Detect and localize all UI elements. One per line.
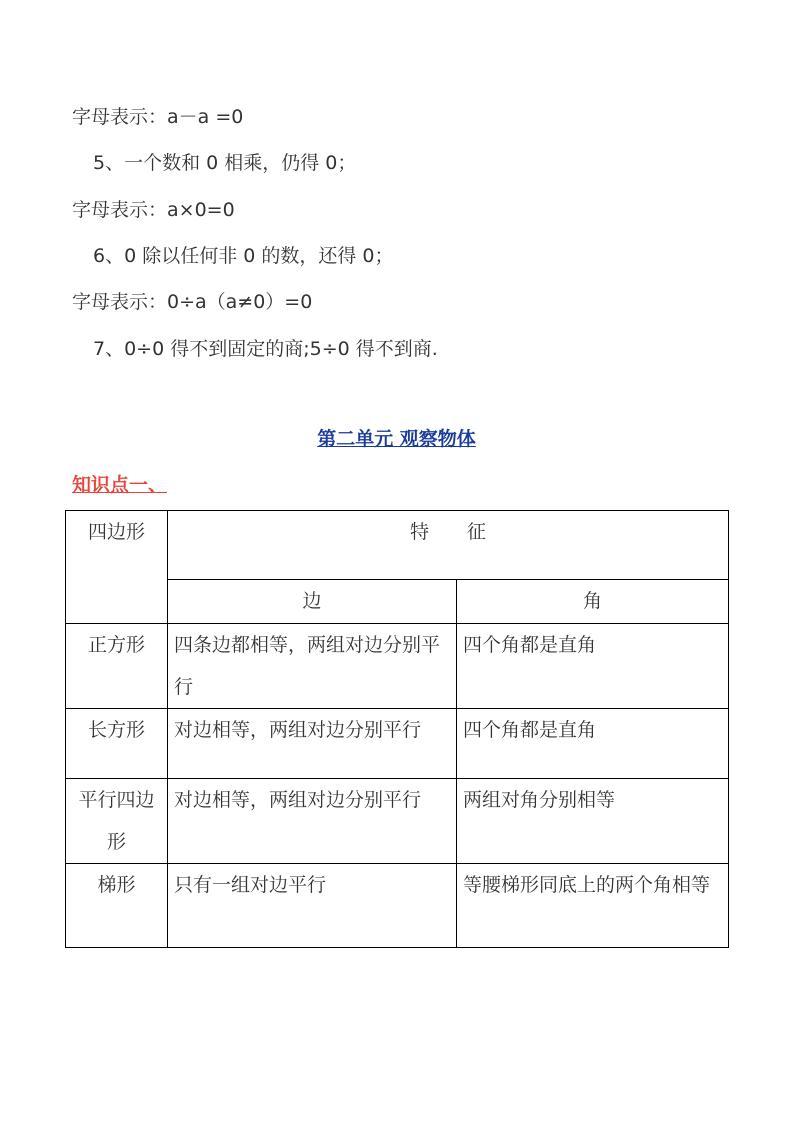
side-cell: 对边相等，两组对边分别平行 xyxy=(168,709,457,779)
table-row xyxy=(66,864,729,948)
quadrilateral-table xyxy=(65,510,729,948)
angle-cell: 等腰梯形同底上的两个角相等 xyxy=(457,864,729,948)
header-side: 边 xyxy=(168,580,457,624)
shape-cell: 长方形 xyxy=(66,709,168,779)
table-row xyxy=(66,709,729,779)
rule-line-7: 7、0÷0 得不到固定的商;5÷0 得不到商. xyxy=(93,338,438,360)
shape-cell: 平行四边形 xyxy=(66,779,168,864)
header-angle: 角 xyxy=(457,580,729,624)
side-cell: 只有一组对边平行 xyxy=(168,864,457,948)
rule-line-6: 6、0 除以任何非 0 的数，还得 0； xyxy=(93,245,394,267)
formula-line-2: 字母表示：a×0=0 xyxy=(72,199,235,221)
formula-line-1: 字母表示：a－a =0 xyxy=(72,106,244,128)
table-row xyxy=(66,624,729,709)
header-quadrilateral: 四边形 xyxy=(66,511,168,624)
formula-line-3: 字母表示：0÷a（a≠0）=0 xyxy=(72,291,313,313)
angle-cell: 两组对角分别相等 xyxy=(457,779,729,864)
shape-cell: 正方形 xyxy=(66,624,168,709)
table-row xyxy=(66,779,729,864)
angle-cell: 四个角都是直角 xyxy=(457,624,729,709)
section-title: 第二单元 观察物体 xyxy=(317,428,476,450)
rule-line-5: 5、一个数和 0 相乘，仍得 0； xyxy=(93,152,357,174)
angle-cell: 四个角都是直角 xyxy=(457,709,729,779)
header-features: 特 征 xyxy=(168,511,729,580)
side-cell: 四条边都相等，两组对边分别平行 xyxy=(168,624,457,709)
shape-cell: 梯形 xyxy=(66,864,168,948)
side-cell: 对边相等，两组对边分别平行 xyxy=(168,779,457,864)
knowledge-point-heading: 知识点一、 xyxy=(72,474,168,496)
